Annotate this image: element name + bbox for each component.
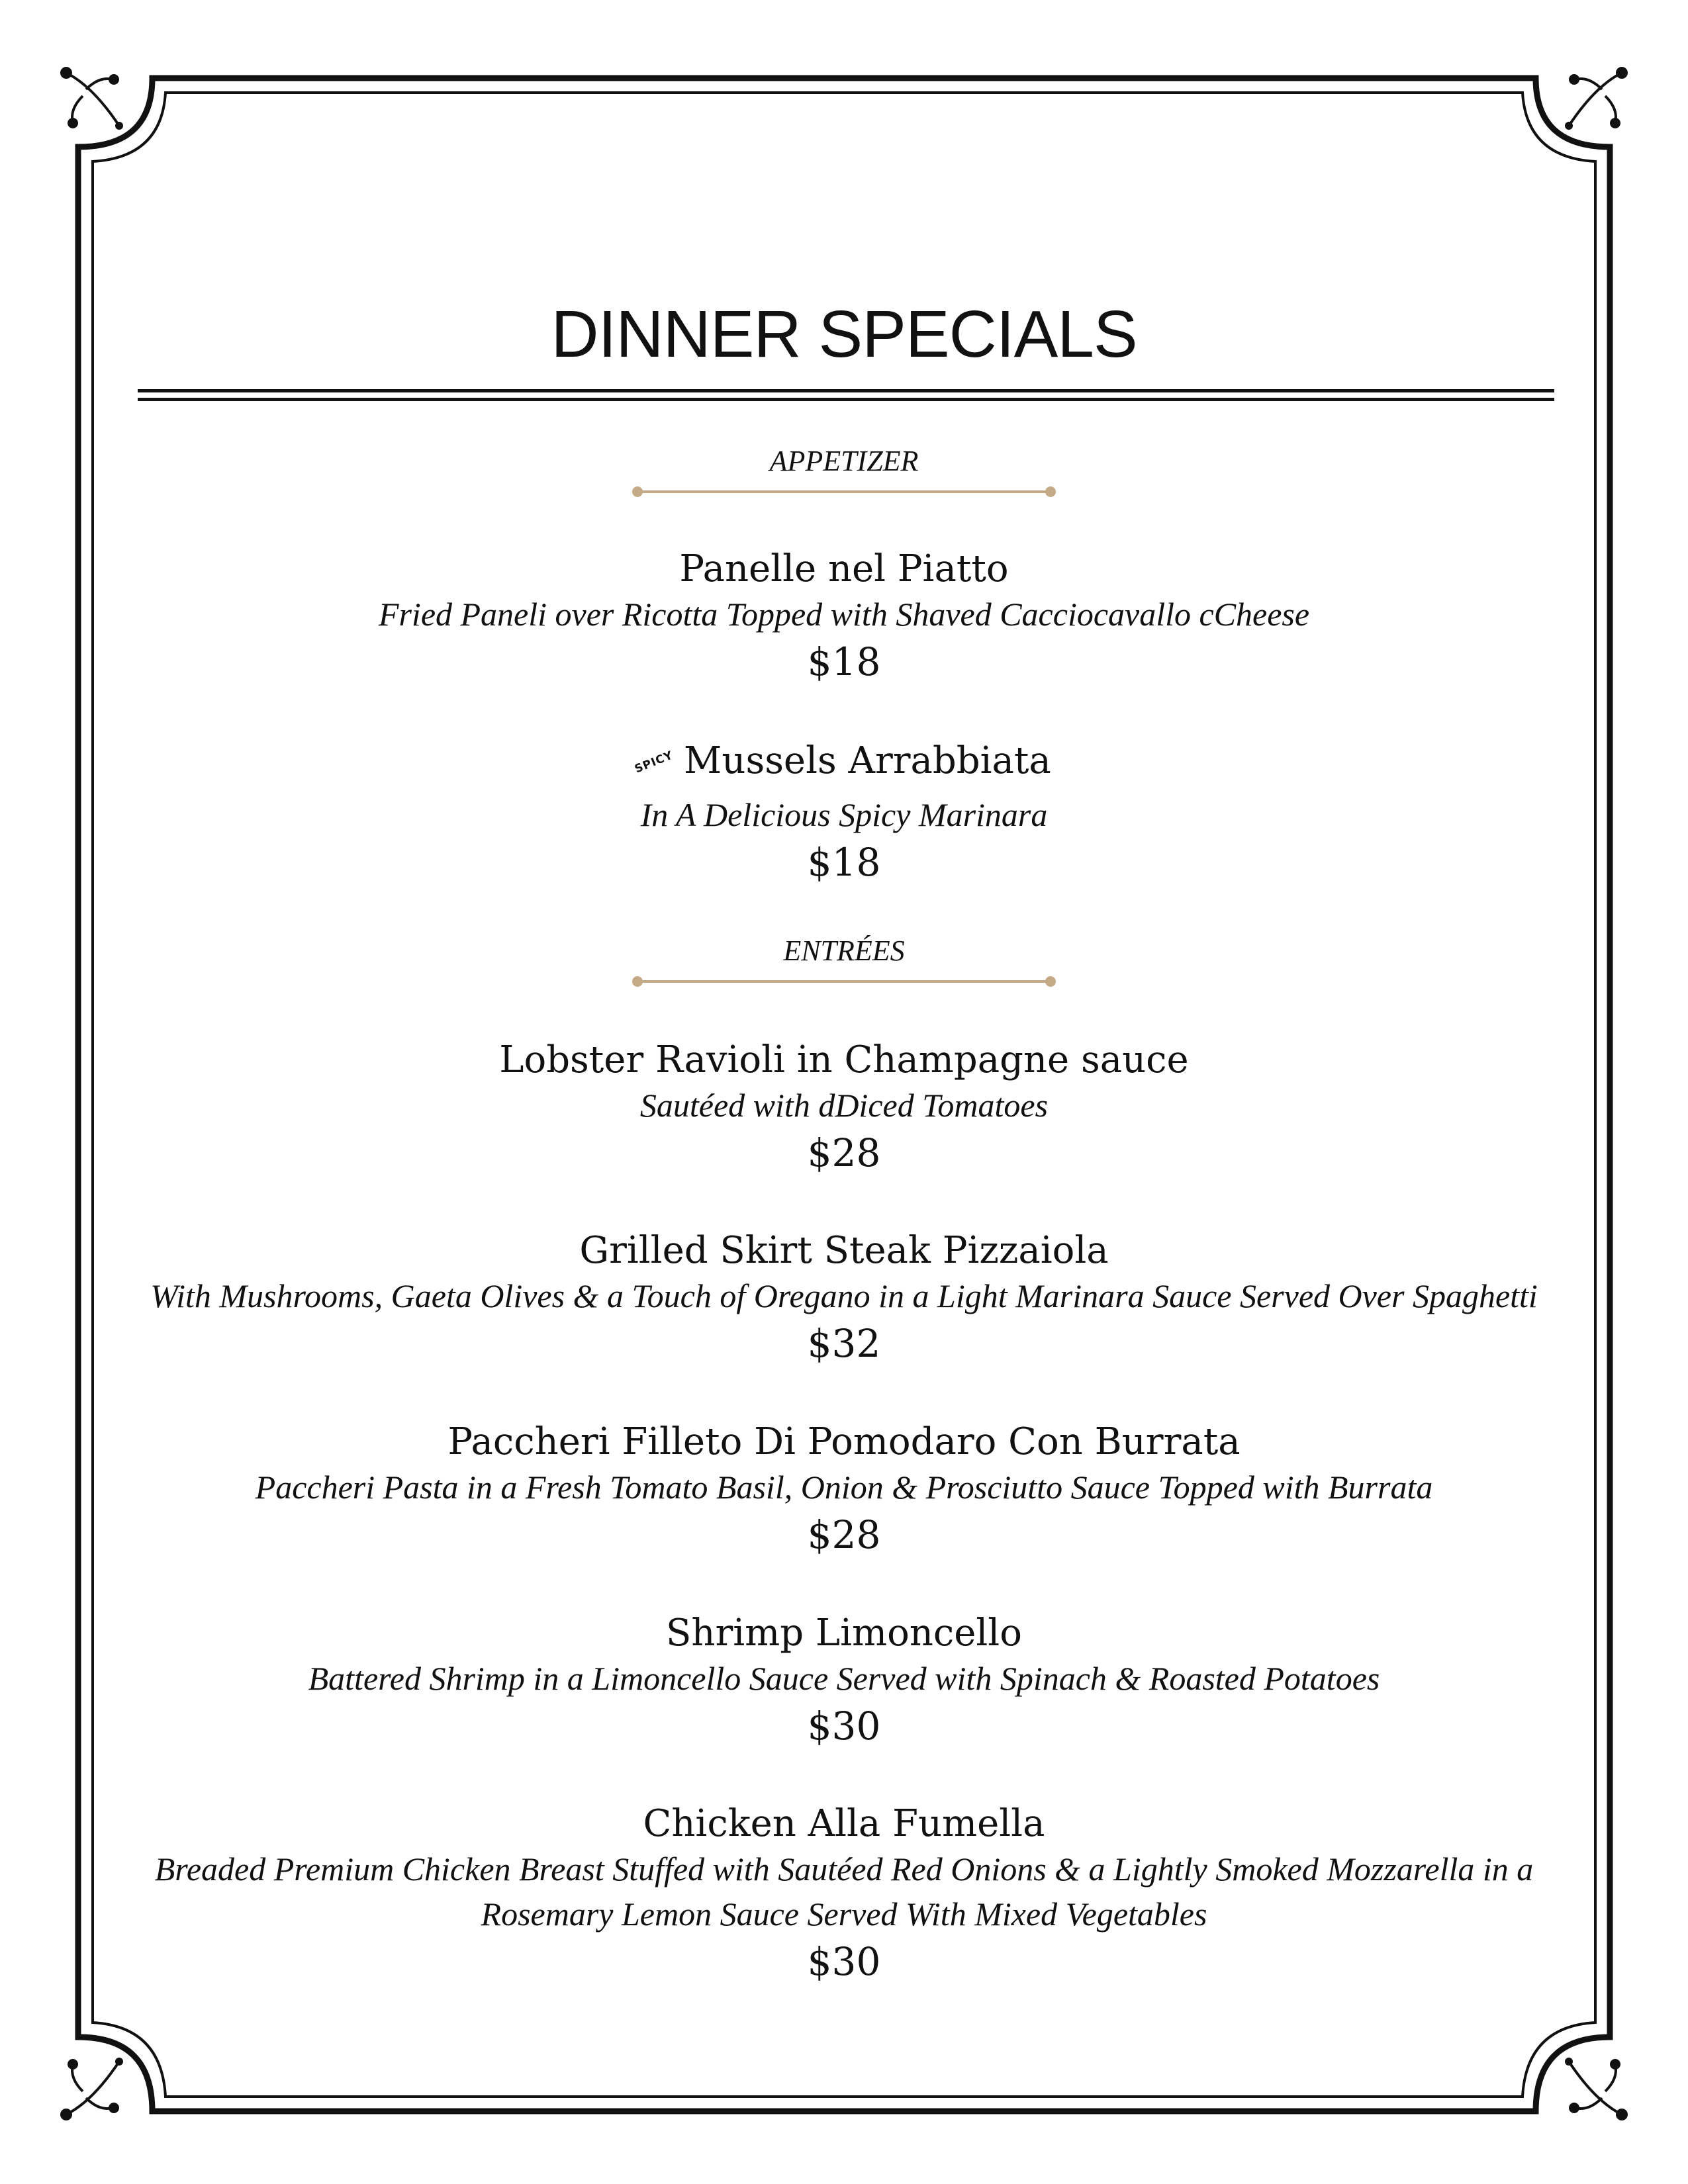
item-price: $30: [807, 1704, 881, 1749]
floral-corner-icon: [53, 2048, 132, 2128]
item-description: With Mushrooms, Gaeta Olives & a Touch of Oregano in a Light Marinara Sauce Served Over Spaghetti: [150, 1277, 1538, 1314]
section-divider: [632, 975, 1056, 988]
section-divider: [632, 485, 1056, 498]
item-name: Panelle nel Piatto: [679, 547, 1009, 590]
spicy-badge: SPICY: [633, 749, 676, 776]
item-name: Shrimp Limoncello: [666, 1612, 1022, 1655]
section-label-appetizer: APPETIZER: [769, 445, 919, 477]
item-description: Fried Paneli over Ricotta Topped with Shaved Cacciocavallo cCheese: [378, 596, 1310, 633]
item-name-row: [119, 739, 1569, 792]
item-description: Paccheri Pasta in a Fresh Tomato Basil, Onion & Prosciutto Sauce Topped with Burrata: [255, 1469, 1433, 1506]
item-price: $28: [807, 1512, 881, 1557]
menu-item: [119, 1228, 1569, 1369]
item-name: Lobster Ravioli in Champagne sauce: [499, 1038, 1189, 1081]
item-price: $28: [807, 1130, 881, 1175]
item-name: Paccheri Filleto Di Pomodaro Con Burrata: [447, 1420, 1241, 1463]
menu-item: [119, 739, 1569, 887]
floral-corner-icon: [1556, 2048, 1635, 2128]
floral-corner-icon: [1556, 60, 1635, 139]
item-price: $18: [807, 639, 881, 684]
menu-item: [119, 1801, 1569, 1987]
item-price: $32: [807, 1321, 881, 1366]
menu-item: [119, 547, 1569, 687]
menu-item: [119, 1420, 1569, 1560]
item-name: Mussels Arrabbiata: [684, 739, 1051, 782]
floral-corner-icon: [53, 60, 132, 139]
item-description: Rosemary Lemon Sauce Served With Mixed Vegetables: [481, 1895, 1207, 1933]
menu-item: [119, 1038, 1569, 1178]
menu-item: [119, 1611, 1569, 1751]
item-description: Battered Shrimp in a Limoncello Sauce Served with Spinach & Roasted Potatoes: [308, 1660, 1380, 1697]
item-description: Breaded Premium Chicken Breast Stuffed with Sautéed Red Onions & a Lightly Smoked Mozzarella in a: [154, 1850, 1534, 1888]
section-label-entrees: ENTRÉES: [783, 934, 905, 967]
item-description: In A Delicious Spicy Marinara: [640, 796, 1048, 833]
page-title: DINNER SPECIALS: [551, 297, 1137, 371]
item-price: $30: [807, 1939, 881, 1984]
item-name: Grilled Skirt Steak Pizzaiola: [579, 1229, 1109, 1272]
item-price: $18: [807, 840, 881, 885]
item-description: Sautéed with dDiced Tomatoes: [639, 1087, 1049, 1124]
title-double-rule: [138, 389, 1554, 404]
item-name: Chicken Alla Fumella: [643, 1802, 1045, 1845]
